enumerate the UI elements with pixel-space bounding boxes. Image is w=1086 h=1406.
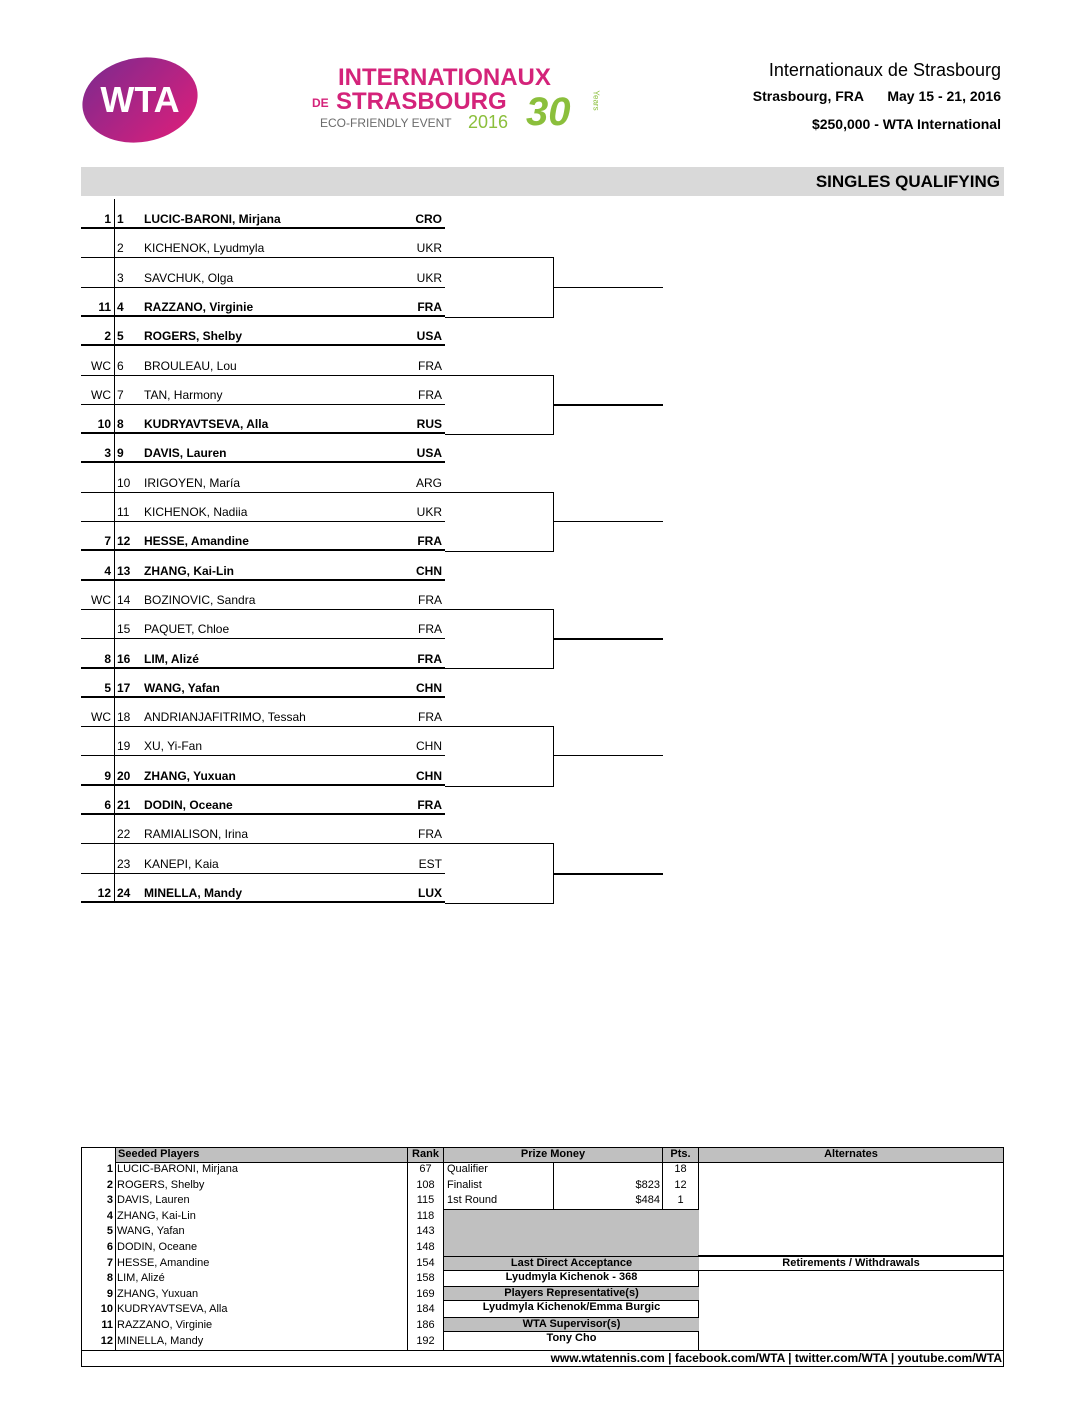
event-logo-line2: STRASBOURG	[336, 88, 507, 115]
draw-row	[81, 444, 445, 462]
section-title: SINGLES QUALIFYING	[815, 172, 1000, 191]
draw-row	[81, 327, 445, 345]
draw-separator	[114, 844, 115, 874]
seed-rank: 108	[416, 1178, 435, 1191]
draw-line	[81, 315, 445, 317]
player-name: LIM, Alizé	[144, 651, 199, 666]
winner-line	[553, 873, 663, 875]
draw-row	[81, 679, 445, 697]
event-logo-line3: ECO-FRIENDLY EVENT	[320, 116, 452, 130]
player-name: DODIN, Oceane	[144, 798, 233, 812]
country-code: CHN	[416, 768, 442, 783]
draw-separator	[114, 228, 115, 258]
player-name: KANEPI, Kaia	[144, 856, 219, 871]
country-code: FRA	[418, 827, 442, 842]
tournament-title: Internationaux de Strasbourg	[768, 60, 1001, 80]
draw-row	[81, 239, 445, 257]
event-logo-de: DE	[312, 96, 329, 110]
draw-line	[81, 257, 445, 258]
seed-rank: 169	[416, 1287, 435, 1300]
lda-value: Lyudmyla Kichenok - 368	[505, 1271, 638, 1283]
player-name: ANDRIANJAFITRIMO, Tessah	[144, 710, 306, 725]
country-code: FRA	[417, 534, 442, 549]
draw-separator	[114, 639, 115, 669]
players-rep-value: Lyudmyla Kichenok/Emma Burgic	[482, 1301, 661, 1313]
country-code: USA	[416, 329, 442, 344]
draw-number: 23	[117, 856, 131, 871]
player-name: RAZZANO, Virginie	[144, 299, 254, 314]
seed-player-name: HESSE, Amandine	[117, 1256, 210, 1269]
draw-row	[81, 591, 445, 609]
player-name: BOZINOVIC, Sandra	[144, 592, 256, 607]
event-logo-anniversary: 30	[526, 90, 571, 134]
draw-line	[81, 813, 445, 815]
draw-number: 11	[117, 505, 130, 519]
draw-row	[81, 796, 445, 814]
supervisor-value: Tony Cho	[546, 1332, 597, 1344]
player-name: DAVIS, Lauren	[144, 446, 227, 461]
draw-line	[81, 492, 445, 493]
draw-number: 10	[117, 475, 131, 490]
draw-separator	[114, 785, 115, 815]
draw-separator	[114, 873, 115, 903]
draw-number: 15	[117, 622, 131, 637]
country-code: FRA	[418, 387, 442, 402]
info-table	[81, 1147, 1004, 1367]
draw-separator	[114, 609, 115, 639]
prize-amount: $484	[635, 1194, 660, 1206]
draw-number: 18	[117, 710, 131, 725]
country-code: FRA	[418, 592, 442, 607]
supervisor-header: WTA Supervisor(s)	[444, 1317, 699, 1332]
draw-number: 7	[117, 387, 124, 402]
draw-line	[81, 549, 445, 551]
seed-player-name: RAZZANO, Virginie	[117, 1319, 213, 1331]
seed-rank: 118	[416, 1209, 435, 1222]
draw-separator	[114, 287, 115, 317]
draw-number: 12	[117, 534, 131, 549]
draw-row	[81, 825, 445, 843]
event-logo-year: 2016	[468, 112, 509, 132]
event-logo-line1: INTERNATIONAUX	[338, 64, 551, 91]
draw-separator	[114, 404, 115, 434]
section-banner	[81, 167, 1004, 196]
draw-row	[81, 620, 445, 638]
draw-seed: 2	[104, 329, 111, 344]
draw-seed: WC	[91, 358, 111, 373]
draw-row	[81, 357, 445, 375]
bracket	[445, 843, 554, 904]
draw-row	[81, 562, 445, 580]
country-code: FRA	[417, 651, 442, 666]
country-code: FRA	[418, 710, 442, 725]
draw-line	[81, 901, 445, 903]
prize-category: $250,000 - WTA International	[811, 116, 1001, 132]
draw-separator	[114, 580, 115, 610]
footer-links[interactable]: www.wtatennis.com | facebook.com/WTA | twitter.com/WTA | youtube.com/WTA	[550, 1351, 1002, 1365]
draw-row	[81, 855, 445, 873]
draw-seed: 10	[97, 417, 111, 432]
draw-separator	[114, 433, 115, 463]
seed-rank: 67	[419, 1163, 432, 1175]
seed-player-name: DAVIS, Lauren	[117, 1194, 190, 1207]
player-name: WANG, Yafan	[144, 680, 220, 695]
country-code: USA	[416, 446, 442, 461]
draw-seed: WC	[91, 592, 111, 607]
country-code: FRA	[417, 299, 442, 314]
prize-amount: $823	[635, 1178, 660, 1191]
draw-row	[81, 298, 445, 316]
draw-seed: 4	[104, 563, 111, 578]
draw-line	[81, 755, 445, 756]
seed-rank: 115	[416, 1194, 435, 1207]
player-name: KICHENOK, Nadiia	[144, 505, 248, 519]
player-name: HESSE, Amandine	[144, 534, 249, 549]
seed-rank: 143	[416, 1225, 435, 1238]
draw-separator	[114, 814, 115, 844]
draw-line	[81, 843, 445, 844]
draw-number: 13	[117, 563, 131, 578]
draw-line	[81, 227, 445, 229]
player-name: KUDRYAVTSEVA, Alla	[144, 417, 269, 432]
seed-player-name: ZHANG, Yuxuan	[117, 1287, 199, 1300]
draw-line	[81, 404, 445, 405]
bracket	[445, 375, 554, 436]
alternates-header: Alternates	[698, 1147, 1004, 1163]
draw-line	[81, 638, 445, 639]
players-rep-header: Players Representative(s)	[444, 1286, 699, 1301]
seed-rank: 184	[416, 1303, 435, 1316]
prize-header: Prize Money	[443, 1147, 663, 1163]
prize-round: 1st Round	[447, 1194, 498, 1206]
location: Strasbourg, FRA	[752, 88, 865, 104]
winner-line	[553, 404, 663, 406]
draw-separator	[114, 316, 115, 346]
prize-round: Qualifier	[447, 1163, 488, 1175]
seed-number: 3	[106, 1194, 113, 1207]
draw-line	[81, 696, 445, 698]
draw-number: 1	[117, 212, 124, 226]
draw-row	[81, 708, 445, 726]
seed-player-name: ROGERS, Shelby	[117, 1178, 205, 1191]
draw-separator	[114, 346, 115, 376]
seed-rank: 158	[416, 1272, 435, 1285]
draw-row	[81, 474, 445, 492]
location-dates	[753, 88, 1001, 104]
draw-separator	[114, 463, 115, 493]
draw-seed: 7	[104, 534, 111, 549]
retirements-header: Retirements / Withdrawals	[698, 1255, 1004, 1271]
seed-player-name: LUCIC-BARONI, Mirjana	[117, 1163, 239, 1175]
seeded-header: Seeded Players	[115, 1147, 408, 1163]
seed-number: 12	[100, 1334, 113, 1347]
country-code: UKR	[416, 270, 442, 285]
bracket	[445, 257, 554, 318]
draw-seed: 11	[98, 299, 111, 314]
winner-line	[553, 638, 663, 640]
dates: May 15 - 21, 2016	[887, 88, 1001, 104]
bracket	[445, 726, 554, 787]
draw-row	[81, 884, 445, 902]
player-name: SAVCHUK, Olga	[144, 270, 234, 285]
draw-number: 6	[117, 358, 124, 373]
player-name: BROULEAU, Lou	[144, 358, 237, 373]
draw-number: 19	[117, 739, 131, 754]
wta-logo	[80, 56, 200, 144]
draw-seed: WC	[91, 387, 111, 402]
draw-number: 9	[117, 446, 124, 461]
country-code: CHN	[416, 739, 442, 754]
bracket	[445, 492, 554, 553]
country-code: CRO	[415, 212, 442, 226]
country-code: UKR	[416, 241, 442, 256]
draw-number: 16	[117, 651, 131, 666]
seed-number: 8	[106, 1272, 113, 1285]
player-name: RAMIALISON, Irina	[144, 827, 249, 842]
pts-header: Pts.	[662, 1147, 699, 1163]
event-logo-years: Years	[591, 90, 601, 111]
seed-player-name: MINELLA, Mandy	[117, 1334, 204, 1347]
draw-seed: 9	[104, 768, 111, 783]
player-name: MINELLA, Mandy	[144, 885, 242, 900]
draw-row	[81, 503, 445, 521]
country-code: UKR	[416, 505, 442, 519]
seed-rank: 148	[416, 1241, 435, 1253]
draw-line	[81, 667, 445, 669]
draw-line	[81, 344, 445, 346]
lda-header: Last Direct Acceptance	[444, 1256, 699, 1271]
player-name: XU, Yi-Fan	[144, 739, 203, 754]
seed-rank: 192	[416, 1334, 435, 1347]
draw-seed: WC	[91, 710, 111, 725]
seed-number: 11	[101, 1319, 113, 1331]
country-code: LUX	[418, 885, 442, 900]
country-code: CHN	[416, 563, 442, 578]
prize-round: Finalist	[447, 1178, 482, 1191]
bracket	[445, 609, 554, 670]
draw-line	[81, 432, 445, 434]
draw-row	[81, 386, 445, 404]
draw-separator	[114, 375, 115, 405]
draw-separator	[114, 697, 115, 727]
draw-seed: 8	[104, 651, 111, 666]
draw-separator	[114, 668, 115, 698]
draw-row	[81, 269, 445, 287]
draw-line	[81, 375, 445, 376]
seed-rank: 154	[416, 1256, 435, 1269]
draw-row	[81, 532, 445, 550]
player-name: ZHANG, Yuxuan	[144, 768, 236, 783]
seed-player-name: KUDRYAVTSEVA, Alla	[117, 1303, 228, 1316]
draw-line	[81, 873, 445, 874]
draw-line	[81, 521, 445, 522]
draw-seed: 6	[104, 798, 111, 812]
draw-number: 2	[117, 241, 124, 256]
draw-line	[81, 287, 445, 288]
draw-number: 22	[117, 827, 131, 842]
seed-player-name: WANG, Yafan	[117, 1225, 185, 1238]
draw-separator	[114, 551, 115, 581]
draw-seed: 1	[104, 212, 111, 226]
player-name: ROGERS, Shelby	[144, 329, 243, 344]
prize-points: 12	[674, 1178, 687, 1191]
grey-block	[444, 1209, 699, 1256]
seed-rank: 186	[416, 1319, 435, 1331]
draw-separator	[114, 258, 115, 288]
draw-separator	[114, 492, 115, 522]
draw-number: 17	[117, 680, 131, 695]
player-name: TAN, Harmony	[144, 387, 223, 402]
seed-number: 2	[106, 1178, 113, 1191]
country-code: RUS	[416, 417, 442, 432]
draw-row	[81, 737, 445, 755]
draw-number: 4	[117, 299, 124, 314]
draw-separator	[114, 199, 115, 229]
draw-number: 20	[117, 768, 131, 783]
draw-line	[81, 726, 445, 727]
player-name: ZHANG, Kai-Lin	[144, 563, 234, 578]
draw-line	[81, 609, 445, 610]
winner-line	[553, 521, 663, 522]
draw-number: 8	[117, 417, 124, 432]
col-sep	[115, 1163, 116, 1351]
draw-number: 5	[117, 329, 124, 344]
player-name: PAQUET, Chloe	[144, 622, 230, 637]
draw-line	[81, 461, 445, 463]
seed-number: 7	[106, 1256, 113, 1269]
draw-row	[81, 650, 445, 668]
seed-number: 1	[106, 1163, 113, 1175]
prize-points: 1	[677, 1194, 684, 1206]
country-code: FRA	[418, 622, 442, 637]
player-name: IRIGOYEN, María	[144, 475, 241, 490]
draw-line	[81, 579, 445, 581]
draw-number: 21	[117, 798, 131, 812]
country-code: FRA	[417, 798, 442, 812]
draw-line	[81, 784, 445, 786]
player-name: KICHENOK, Lyudmyla	[144, 241, 265, 256]
country-code: FRA	[418, 358, 442, 373]
player-name: LUCIC-BARONI, Mirjana	[144, 212, 281, 226]
seed-player-name: LIM, Alizé	[117, 1272, 165, 1285]
country-code: EST	[418, 856, 442, 871]
seed-player-name: DODIN, Oceane	[117, 1241, 198, 1253]
draw-seed: 5	[104, 680, 111, 695]
seed-number: 10	[100, 1303, 113, 1316]
draw-seed: 12	[97, 885, 111, 900]
country-code: CHN	[416, 680, 442, 695]
event-logo	[300, 60, 620, 140]
draw-seed: 3	[104, 446, 111, 461]
draw-separator	[114, 756, 115, 786]
winner-line	[553, 755, 663, 756]
draw-number: 14	[117, 592, 131, 607]
prize-points: 18	[674, 1163, 687, 1175]
draw-separator	[114, 726, 115, 756]
draw-number: 24	[117, 885, 131, 900]
winner-line	[553, 287, 663, 288]
draw-row	[81, 767, 445, 785]
draw-row	[81, 415, 445, 433]
seed-player-name: ZHANG, Kai-Lin	[117, 1209, 196, 1222]
wta-logo-text: WTA	[100, 79, 180, 120]
draw-row	[81, 210, 445, 228]
country-code: ARG	[415, 475, 442, 490]
draw-number: 3	[117, 270, 124, 285]
seed-number: 9	[106, 1287, 113, 1300]
rank-header: Rank	[407, 1147, 444, 1163]
seed-number: 6	[106, 1241, 113, 1253]
seed-number: 5	[106, 1225, 113, 1238]
seed-number: 4	[106, 1209, 113, 1222]
draw-separator	[114, 521, 115, 551]
